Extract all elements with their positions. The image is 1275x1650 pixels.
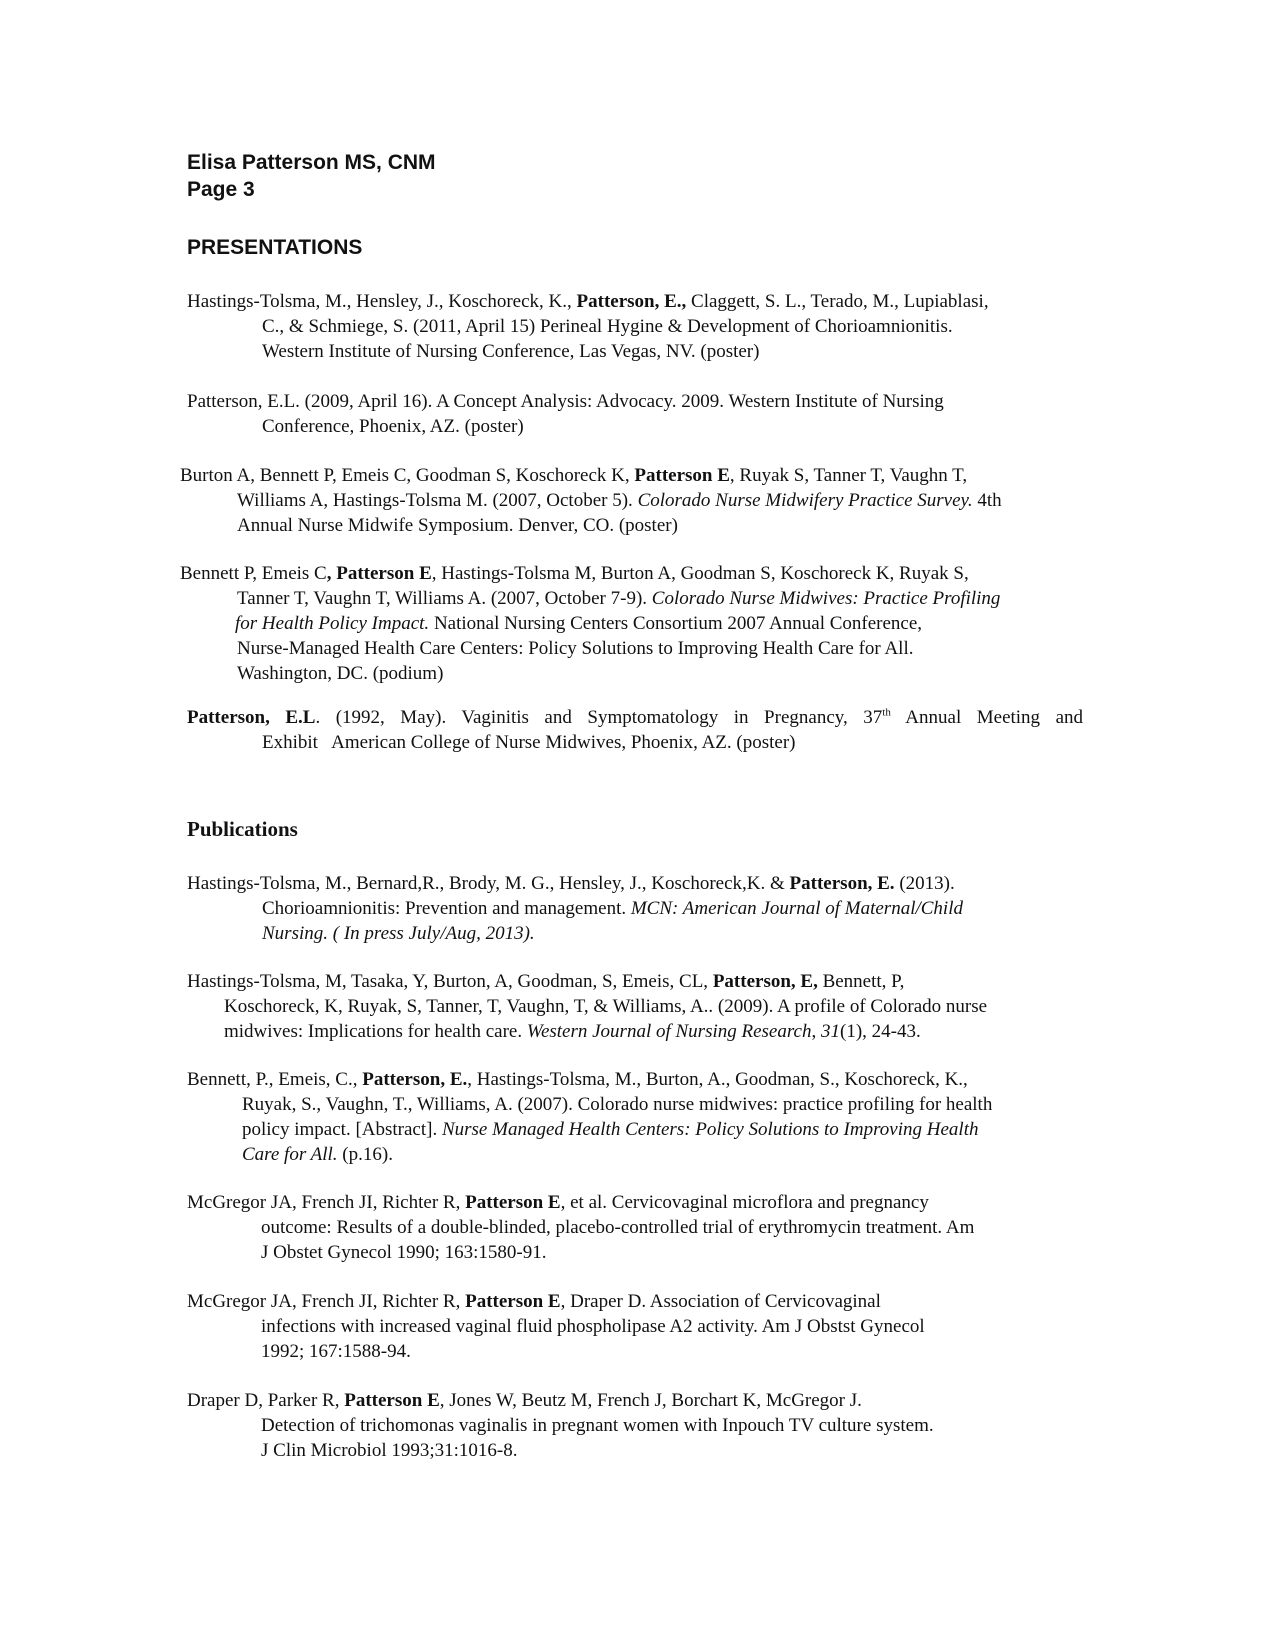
presentation-entry: Patterson, E.L. (2009, April 16). A Concept Analysis: Advocacy. 2009. Western Institute of Nursing Conference, Phoenix, AZ. (poster) — [187, 391, 944, 437]
presentation-entry: Hastings-Tolsma, M., Hensley, J., Koschoreck, K., Patterson, E., Claggett, S. L., Terado, M., Lupiablasi, C., & Schmiege, S. (2011, April 15) Perineal Hygine & Development of Chorioamnionitis. Western Institute of Nursing Conference, Las Vegas, NV. (poster) — [187, 291, 989, 362]
publication-entry: McGregor JA, French JI, Richter R, Patterson E, Draper D. Association of Cervicovaginal infections with increased vaginal fluid phospholipase A2 activity. Am J Obstst Gynecol 1992; 167:1588-94. — [187, 1291, 925, 1362]
presentation-entry: Burton A, Bennett P, Emeis C, Goodman S, Koschoreck K, Patterson E, Ruyak S, Tanner T, Vaughn T, Williams A, Hastings-Tolsma M. (2007, October 5). Colorado Nurse Midwifery Practice Survey. 4th Annual Nurse Midwife Symposium. Denver, CO. (poster) — [180, 465, 1002, 536]
presentation-entry: Patterson, E.L. (1992, May). Vaginitis and Symptomatology in Pregnancy, 37th Annual Meeting and Exhibit American College of Nurse Midwives, Phoenix, AZ. (poster) — [187, 706, 1084, 753]
publication-entry: Hastings-Tolsma, M, Tasaka, Y, Burton, A, Goodman, S, Emeis, CL, Patterson, E, Bennett, P, Koschoreck, K, Ruyak, S, Tanner, T, Vaughn, T, & Williams, A.. (2009). A profile of Colorado nurse midwives: Implications for health care. Western Journal of Nursing Research, 31(1), 24-43. — [187, 971, 988, 1042]
publication-entry: McGregor JA, French JI, Richter R, Patterson E, et al. Cervicovaginal microflora and pregnancy outcome: Results of a double-blinded, placebo-controlled trial of erythromycin treatment. Am J Obstet Gynecol 1990; 163:1580-91. — [187, 1192, 975, 1263]
publication-entry: Draper D, Parker R, Patterson E, Jones W, Beutz M, French J, Borchart K, McGregor J. Detection of trichomonas vaginalis in pregnant women with Inpouch TV culture system. J Clin Microbiol 1993;31:1016-8. — [187, 1390, 934, 1461]
publication-entry: Bennett, P., Emeis, C., Patterson, E., Hastings-Tolsma, M., Burton, A., Goodman, S., Koschoreck, K., Ruyak, S., Vaughn, T., Williams, A. (2007). Colorado nurse midwives: practice profiling for health policy impact. [Abstract]. Nurse Managed Health Centers: Policy Solutions to Improving Health Care for All. (p.16). — [187, 1069, 993, 1165]
page-number: Page 3 — [187, 178, 255, 201]
section-heading-publications: Publications — [187, 817, 298, 841]
presentation-entry: Bennett P, Emeis C, Patterson E, Hastings-Tolsma M, Burton A, Goodman S, Koschoreck K, Ruyak S, Tanner T, Vaughn T, Williams A. (2007, October 7-9). Colorado Nurse Midwives: Practice Profiling for Health Policy Impact. National Nursing Centers Consortium 2007 Annual Conference, Nurse-Managed Health Care Centers: Policy Solutions to Improving Health Care for All. Washington, DC. (podium) — [180, 563, 1001, 684]
section-heading-presentations: PRESENTATIONS — [187, 236, 363, 259]
publication-entry: Hastings-Tolsma, M., Bernard,R., Brody, M. G., Hensley, J., Koschoreck,K. & Patterson, E. (2013). Chorioamnionitis: Prevention and management. MCN: American Journal of Maternal/Child Nursing. ( In press July/Aug, 2013). — [187, 873, 963, 944]
author-name: Elisa Patterson MS, CNM — [187, 151, 436, 174]
